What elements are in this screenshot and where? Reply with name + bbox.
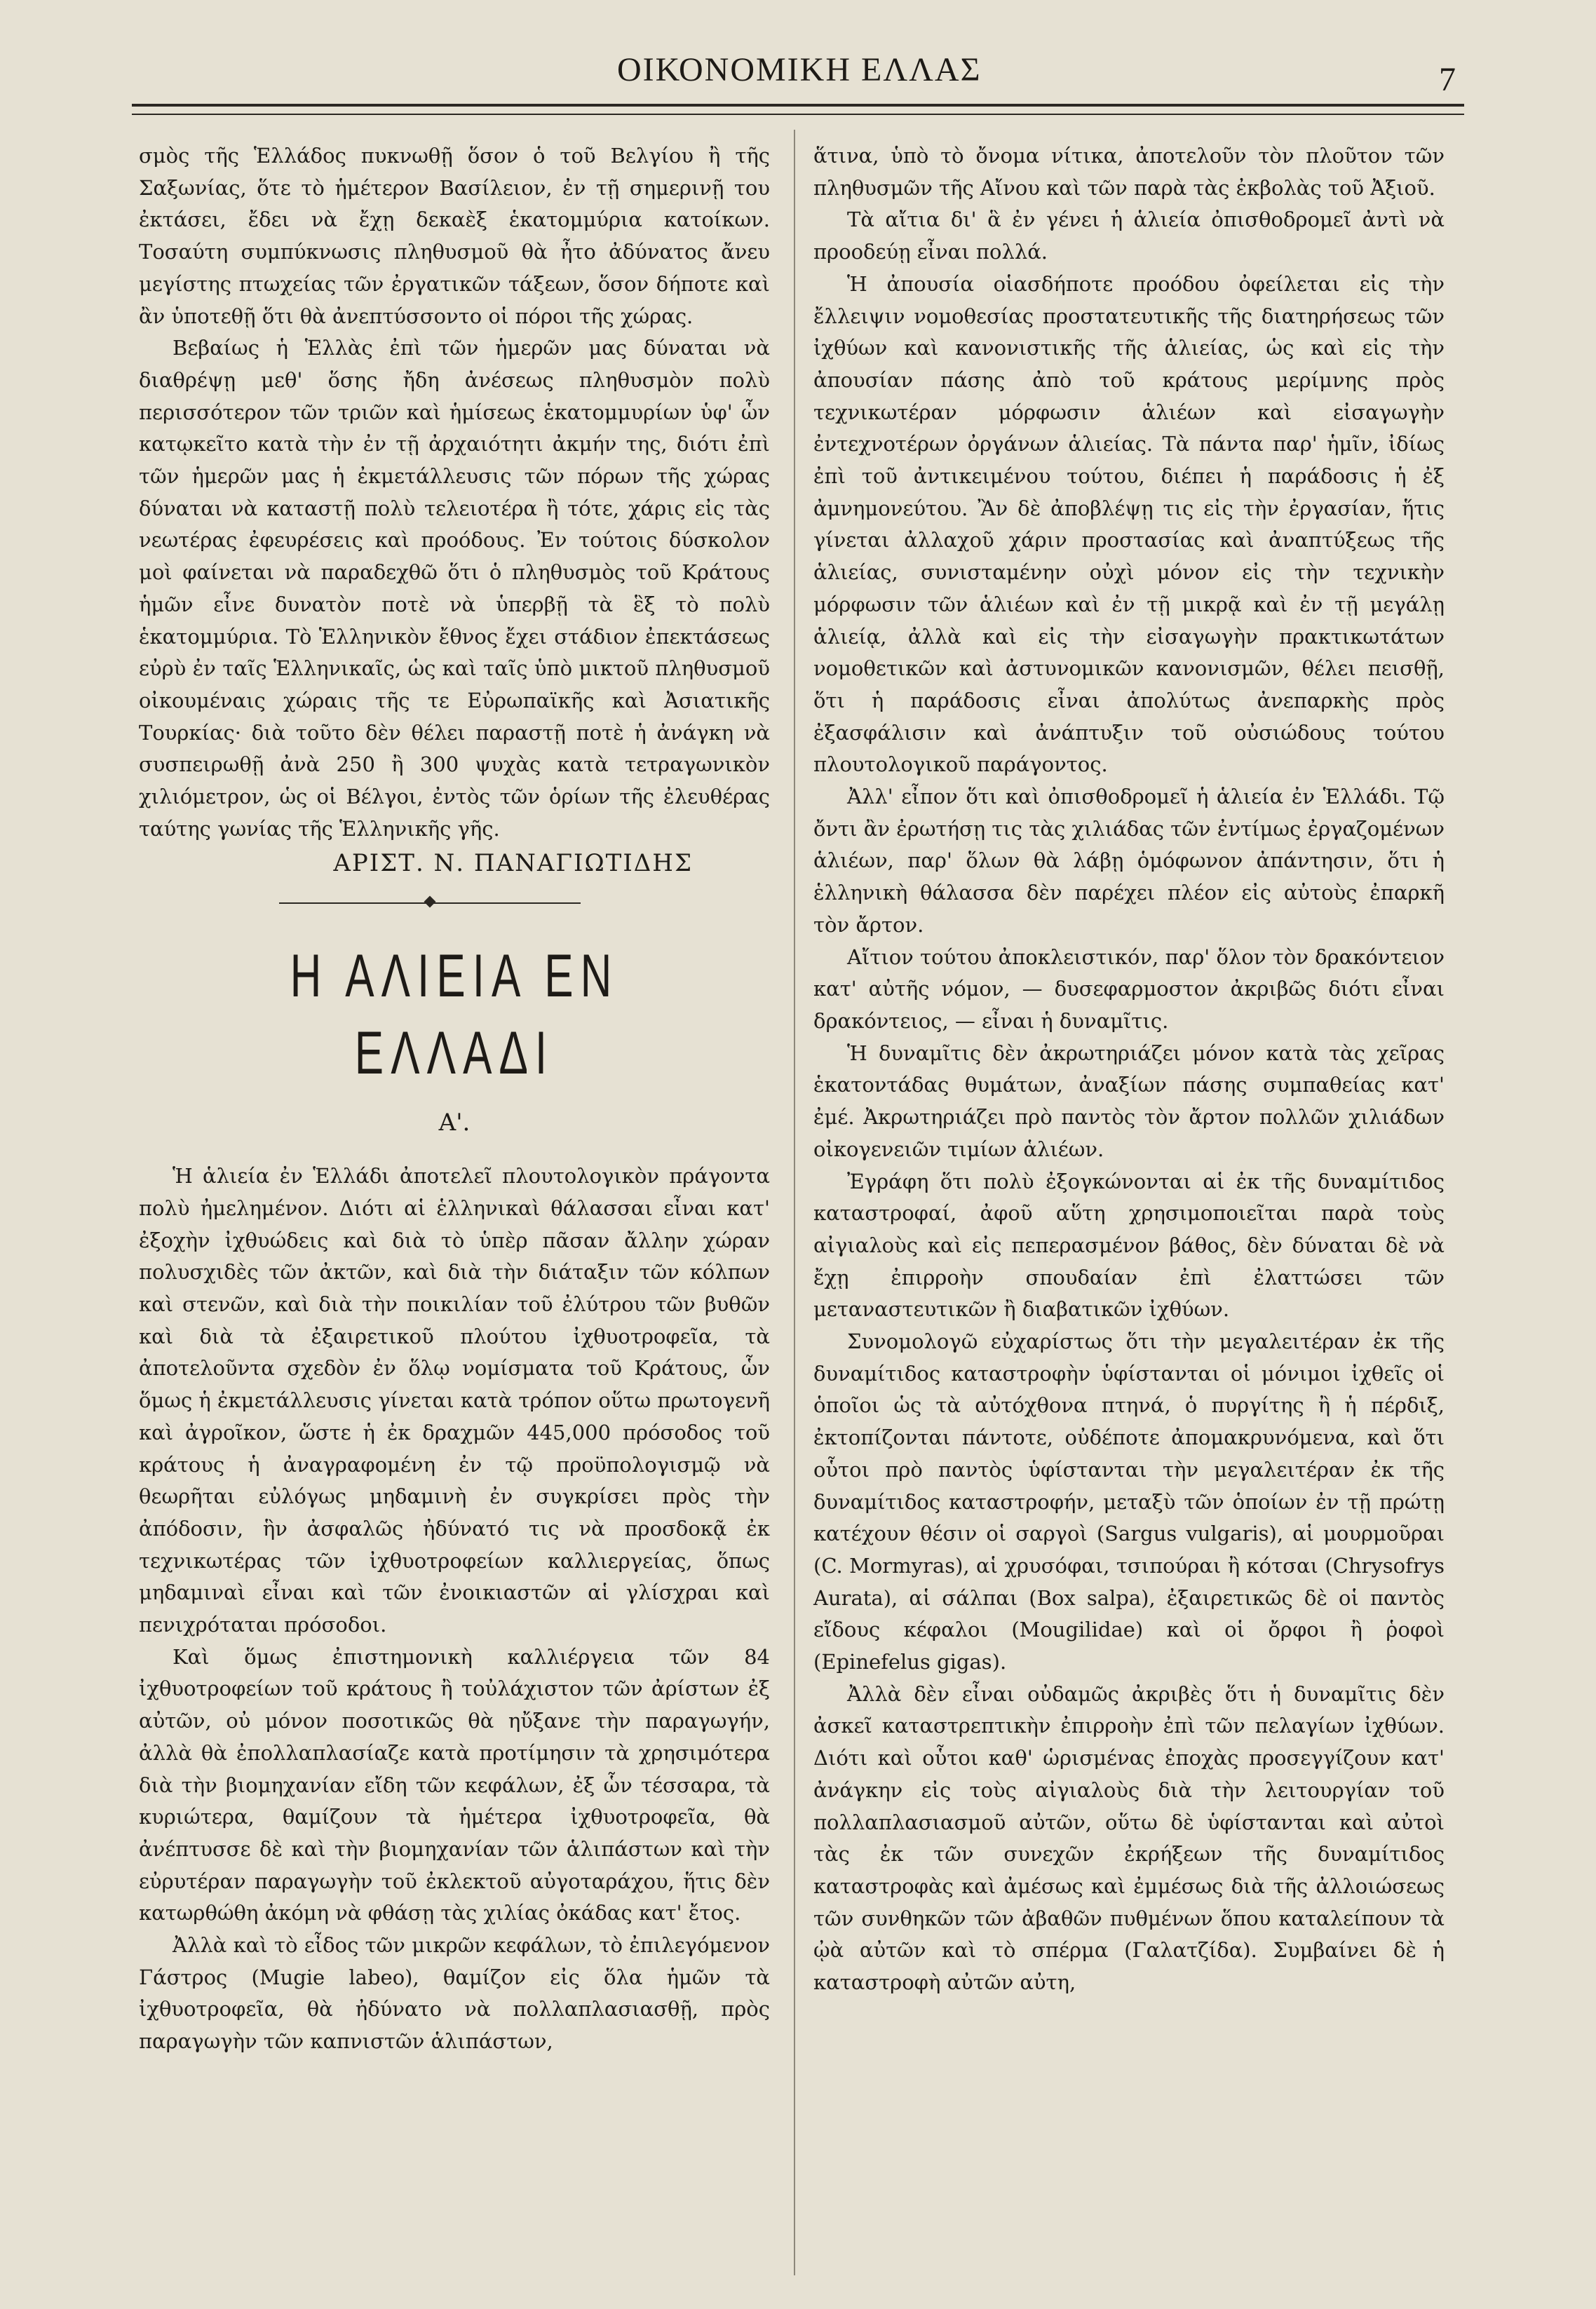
header-rule-thin <box>132 114 1464 115</box>
paragraph: Ἡ δυναμῖτις δὲν ἀκρωτηριάζει μόνον κατὰ τὰς χεῖρας ἑκατοντάδας θυμάτων, ἀναξίων πάσης συμπαθείας κατ' ἐμέ. Ἀκρωτηριάζει πρὸ παντὸς τὸν ἄρτον πολλῶν χιλιάδων οἰκογενειῶν τιμίων ἁλιέων. <box>813 1041 1445 1161</box>
paragraph: Ἀλλὰ δὲν εἶναι οὐδαμῶς ἀκριβὲς ὅτι ἡ δυναμῖτις δὲν ἀσκεῖ καταστρεπτικὴν ἐπιρροὴν ἐπὶ τῶν πελαγίων ἰχθύων. Διότι καὶ οὗτοι καθ' ὡρισμένας ἐποχὰς προσεγγίζουν κατ' ἀνάγκην εἰς τοὺς αἰγιαλοὺς διὰ τὴν λειτουργίαν τοῦ πολλαπλασιασμοῦ αὐτῶν, οὕτω δὲ ὑφίστανται καὶ αὐτοὶ τὰς ἐκ τῶν συνεχῶν ἐκρήξεων τῆς δυναμίτιδος καταστροφὰς καὶ ἀμέσως καὶ ἐμμέσως διὰ τῆς ἀλλοιώσεως τῶν συνθηκῶν τῶν ἀβαθῶν πυθμένων ὅπου καταλείπουν τὰ ᾠὰ αὐτῶν καὶ τὸ σπέρμα (Γαλατζίδα). Συμβαίνει δὲ ἡ καταστροφὴ αὐτῶν αὐτη, <box>813 1681 1445 1995</box>
ornament-diamond-icon <box>424 896 436 908</box>
paragraph: σμὸς τῆς Ἑλλάδος πυκνωθῇ ὅσον ὁ τοῦ Βελγίου ἢ τῆς Σαξωνίας, ὅτε τὸ ἡμέτερον Βασίλειον, ἐν τῇ σημερινῇ του ἐκτάσει, ἔδει νὰ ἔχῃ δεκαὲξ ἑκατομμύρια κατοίκων. Τοσαύτη συμπύκνωσις πληθυσμοῦ θὰ ἦτο ἀδύνατος ἄνευ μεγίστης πτωχείας τῶν ἐργατικῶν τάξεων, ὅσον δήποτε καὶ ἂν ὑποτεθῇ ὅτι θὰ ἀνεπτύσσοντο οἱ πόροι τῆς χώρας. <box>139 144 770 328</box>
column-divider <box>794 130 795 2275</box>
author-signature: ΑΡΙΣΤ. Ν. ΠΑΝΑΓΙΩΤΙΔΗΣ <box>333 849 693 878</box>
ornament-divider <box>139 887 770 915</box>
paragraph: Ἐγράφη ὅτι πολὺ ἐξογκώνονται αἱ ἐκ τῆς δυναμίτιδος καταστροφαί, ἀφοῦ αὕτη χρησιμοποιεῖται παρὰ τοὺς αἰγιαλοὺς καὶ εἰς πεπερασμένον βάθος, δὲν δύναται δὲ νὰ ἔχῃ ἐπιρροὴν σπουδαίαν ἐπὶ ἐλαττώσει τῶν μεταναστευτικῶν ἢ διαβατικῶν ἰχθύων. <box>813 1169 1445 1322</box>
paragraph: Ἀλλὰ καὶ τὸ εἶδος τῶν μικρῶν κεφάλων, τὸ ἐπιλεγόμενον Γάστρος (Mugie labeo), θαμίζον εἰς ὅλα ἡμῶν τὰ ἰχθυοτροφεῖα, θὰ ἠδύνατο νὰ πολλαπλασιασθῇ, πρὸς παραγωγὴν τῶν καπνιστῶν ἁλιπάστων, <box>139 1933 770 2054</box>
left-column <box>139 140 770 2058</box>
paragraph: Ἀλλ' εἶπον ὅτι καὶ ὀπισθοδρομεῖ ἡ ἁλιεία ἐν Ἑλλάδι. Τῷ ὄντι ἂν ἐρωτήσῃ τις τὰς χιλιάδας τῶν ἐντίμως ἐργαζομένων ἁλιέων, παρ' ὅλων θὰ λάβῃ ὁμόφωνον ἀπάντησιν, ὅτι ἡ ἑλληνικὴ θάλασσα δὲν παρέχει πλέον εἰς αὐτοὺς ἐπαρκῆ τὸν ἄρτον. <box>813 785 1445 937</box>
header-rule <box>132 104 1464 107</box>
paragraph: Βεβαίως ἡ Ἑλλὰς ἐπὶ τῶν ἡμερῶν μας δύναται νὰ διαθρέψῃ μεθ' ὅσης ἤδη ἀνέσεως πληθυσμὸν πολὺ περισσότερον τῶν τριῶν καὶ ἡμίσεως ἑκατομμυρίων ὑφ' ὧν κατῳκεῖτο κατὰ τὴν ἐν τῇ ἀρχαιότητι ἀκμήν της, διότι ἐπὶ τῶν ἡμερῶν μας ἡ ἐκμετάλλευσις τῶν πόρων τῆς χώρας δύναται νὰ καταστῇ πολὺ τελειοτέρα ἢ τότε, χάρις εἰς τὰς νεωτέρας ἐφευρέσεις καὶ προόδους. Ἐν τούτοις δύσκολον μοὶ φαίνεται νὰ παραδεχθῶ ὅτι ὁ πληθυσμὸς τοῦ Κράτους ἡμῶν εἶνε δυνατὸν ποτὲ νὰ ὑπερβῇ τὰ ἓξ τὸ πολὺ ἑκατομμύρια. Τὸ Ἑλληνικὸν ἔθνος ἔχει στάδιον ἐπεκτάσεως εὐρὺ ἐν ταῖς Ἑλληνικαῖς, ὡς καὶ ταῖς ὑπὸ μικτοῦ πληθυσμοῦ οἰκουμέναις χώραις τῆς τε Εὐρωπαϊκῆς καὶ Ἀσιατικῆς Τουρκίας· διὰ τοῦτο δὲν θέλει παραστῇ ποτὲ ἡ ἀνάγκη νὰ συσπειρωθῇ ἀνὰ 250 ἢ 300 ψυχὰς κατὰ τετραγωνικὸν χιλιόμετρον, ὡς οἱ Βέλγοι, ἐντὸς τῶν ὁρίων τῆς ἐλευθέρας ταύτης γωνίας τῆς Ἑλληνικῆς γῆς. <box>139 336 770 841</box>
paragraph: Αἴτιον τούτου ἀποκλειστικόν, παρ' ὅλον τὸν δρακόντειον κατ' αὐτῆς νόμον, — δυσεφαρμοστον ἀκριβῶς διότι εἶναι δρακόντειος, — εἶναι ἡ δυναμῖτις. <box>813 944 1445 1033</box>
page-number: 7 <box>1439 61 1456 98</box>
paragraph: Ἡ ἁλιεία ἐν Ἑλλάδι ἀποτελεῖ πλουτολογικὸν πράγοντα πολὺ ἠμελημένον. Διότι αἱ ἑλληνικαὶ θάλασσαι εἶναι κατ' ἐξοχὴν ἰχθυώδεις καὶ διὰ τὸ ὑπὲρ πᾶσαν ἄλλην χώραν πολυσχιδὲς τῶν ἀκτῶν, καὶ διὰ τὴν διάταξιν τῶν κόλπων καὶ στενῶν, καὶ διὰ τὴν ποικιλίαν τοῦ ἐλύτρου τῶν βυθῶν καὶ διὰ τὰ ἐξαιρετικοῦ πλούτου ἰχθυοτροφεῖα, τὰ ἀποτελοῦντα σχεδὸν ἐν ὅλῳ νομίσματα τοῦ Κράτους, ὧν ὅμως ἡ ἐκμετάλλευσις γίνεται κατὰ τρόπον οὕτω πρωτογενῆ καὶ ἀγροῖκον, ὥστε ἡ ἐκ δραχμῶν 445,000 πρόσοδος τοῦ κράτους ἡ ἀναγραφομένη ἐν τῷ προϋπολογισμῷ νὰ θεωρῆται εὐλόγως μηδαμινὴ ἐν συγκρίσει πρὸς τὴν ἀπόδοσιν, ἣν ἀσφαλῶς ἠδύνατό τις νὰ προσδοκᾷ ἐκ τεχνικωτέρας τῶν ἰχθυοτροφείων καλλιεργείας, ὅπως μηδαμιναὶ εἶναι καὶ τῶν ἐνοικιαστῶν αἱ γλίσχραι καὶ πενιχρόταται πρόσοδοι. <box>139 1164 770 1637</box>
paragraph: Ἡ ἀπουσία οἱασδήποτε προόδου ὀφείλεται εἰς τὴν ἔλλειψιν νομοθεσίας προστατευτικῆς τῆς διατηρήσεως τῶν ἰχθύων καὶ κανονιστικῆς τῆς ἁλιείας, ὡς καὶ εἰς τὴν ἀπουσίαν πάσης ἀπὸ τοῦ κράτους μερίμνης πρὸς τεχνικωτέραν μόρφωσιν ἁλιέων καὶ εἰσαγωγὴν ἐντεχνοτέρων ὀργάνων ἁλιείας. Τὰ πάντα παρ' ἡμῖν, ἰδίως ἐπὶ τοῦ ἀντικειμένου τούτου, διέπει ἡ παράδοσις ἡ ἐξ ἀμνημονεύτου. Ἂν δὲ ἀποβλέψῃ τις εἰς τὴν ἐργασίαν, ἥτις γίνεται ἀλλαχοῦ χάριν προστασίας καὶ ἀναπτύξεως τῆς ἁλιείας, συνισταμένην οὐχὶ μόνον εἰς τὴν τεχνικὴν μόρφωσιν τῶν ἁλιέων καὶ ἐν τῇ μικρᾷ καὶ ἐν τῇ μεγάλῃ ἁλιείᾳ, ἀλλὰ καὶ εἰς τὴν εἰσαγωγὴν πρακτικωτάτων νομοθετικῶν καὶ ἀστυνομικῶν κανονισμῶν, θέλει πεισθῇ, ὅτι ἡ παράδοσις εἶναι ἀπολύτως ἀνεπαρκὴς πρὸς ἐξασφάλισιν καὶ ἀνάπτυξιν τοῦ οὐσιώδους τούτου πλουτολογικοῦ παράγοντος. <box>813 271 1445 777</box>
section-heading: Α'. <box>438 1109 471 1137</box>
paragraph: Τὰ αἴτια δι' ἃ ἐν γένει ἡ ἁλιεία ὀπισθοδρομεῖ ἀντὶ νὰ προοδεύῃ εἶναι πολλά. <box>813 208 1445 264</box>
paragraph: Συνομολογῶ εὐχαρίστως ὅτι τὴν μεγαλειτέραν ἐκ τῆς δυναμίτιδος καταστροφὴν ὑφίστανται οἱ μόνιμοι ἰχθεῖς οἱ ὁποῖοι ὡς τὰ αὐτόχθονα πτηνά, ὁ πυργίτης ἢ ἡ πέρδιξ, ἐκτοπίζονται πάντοτε, οὐδέποτε ἀπομακρυνόμενα, καὶ ὅτι οὗτοι πρὸ παντὸς ὑφίστανται τὴν μεγαλειτέραν ἐκ τῆς δυναμίτιδος καταστροφήν, μεταξὺ τῶν ὁποίων ἐν τῇ πρώτῃ κατέχουν θέσιν οἱ σαργοὶ (Sargus vulgaris), αἱ μουρμοῦραι (C. Mormyras), αἱ χρυσόφαι, τσιπούραι ἢ κότσαι (Chrysofrys Aurata), αἱ σάλπαι (Box salpa), ἐξαιρετικῶς δὲ οἱ παντὸς εἴδους κέφαλοι (Mougilidae) καὶ οἱ ὄρφοι ἢ ῥοφοὶ (Epinefelus gigas). <box>813 1329 1445 1674</box>
right-column <box>813 140 1445 1999</box>
running-header: ΟΙΚΟΝΟΜΙΚΗ ΕΛΛΑΣ <box>617 51 982 88</box>
paragraph: Καὶ ὅμως ἐπιστημονικὴ καλλιέργεια τῶν 84 ἰχθυοτροφείων τοῦ κράτους ἢ τοὐλάχιστον τῶν ἀρίστων ἐξ αὐτῶν, οὐ μόνον ποσοτικῶς θὰ ηὔξανε τὴν παραγωγήν, ἀλλὰ θὰ ἐπολλαπλασίαζε κατὰ προτίμησιν τὰ χρησιμότερα διὰ τὴν βιομηχανίαν εἴδη τῶν κεφάλων, ἐξ ὧν τέσσαρα, τὰ κυριώτερα, θαμίζουν τὰ ἡμέτερα ἰχθυοτροφεῖα, θὰ ἀνέπτυσσε δὲ καὶ τὴν βιομηχανίαν τῶν ἁλιπάστων καὶ τὴν εὐρυτέραν παραγωγὴν τοῦ ἐκλεκτοῦ αὐγοταράχου, ἥτις δὲν κατωρθώθη ἀκόμη νὰ φθάσῃ τὰς χιλίας ὀκάδας κατ' ἔτος. <box>139 1644 770 1925</box>
paragraph: ἅτινα, ὑπὸ τὸ ὄνομα νίτικα, ἀποτελοῦν τὸν πλοῦτον τῶν πληθυσμῶν τῆς Αἴνου καὶ τῶν παρὰ τὰς ἐκβολὰς τοῦ Ἀξιοῦ. <box>813 144 1445 200</box>
article-title: Η ΑΛΙΕΙΑ ΕΝ ΕΛΛΑΔΙ <box>290 942 619 1088</box>
